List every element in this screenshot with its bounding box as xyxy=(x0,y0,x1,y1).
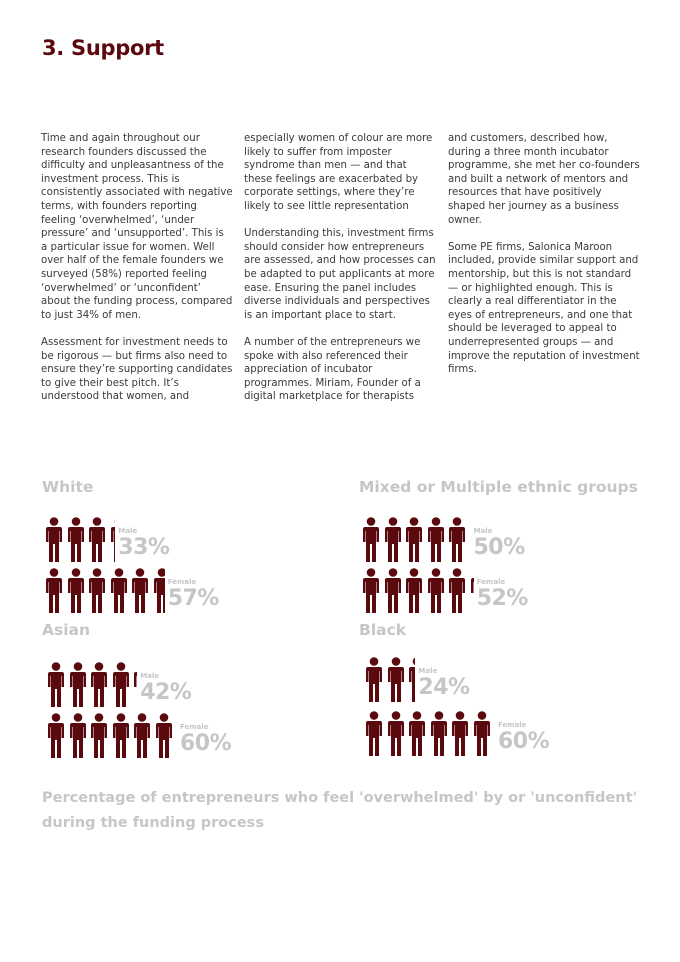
person-icon xyxy=(134,662,137,708)
group-label-mixed: Mixed or Multiple ethnic groups xyxy=(359,478,638,496)
person-icon xyxy=(46,517,62,563)
paragraph: Some PE firms, Salonica Maroon included, provide similar support and mentorship, but this is not standard — or highlighted enough. This is clearly a real differentiator in the eyes of entrepreneurs, and one that should be leveraged to appeal to underrepresented groups — and improve the reputation of investment firms. xyxy=(448,241,640,376)
person-icon xyxy=(156,713,172,759)
person-icon xyxy=(428,517,444,563)
group-label-asian: Asian xyxy=(42,621,91,639)
female-label: Female xyxy=(476,578,506,586)
person-icon xyxy=(409,711,425,757)
person-icon-strip xyxy=(48,713,179,759)
male-percent: 33% xyxy=(118,535,170,560)
person-icon xyxy=(363,568,379,614)
person-icon xyxy=(388,657,404,703)
person-icon-strip xyxy=(363,517,473,563)
paragraph: A number of the entrepreneurs we spoke with also referenced their appreciation of incubator programmes. Miriam, Founder of a digital marketplace for therapists xyxy=(244,336,421,403)
female-percent: 57% xyxy=(167,586,219,611)
male-label: Male xyxy=(418,667,438,675)
paragraph: Assessment for investment needs to be rigorous — but firms also need to ensure they’re supporting candidates to give their best pitch. It’s understood that women, and xyxy=(41,336,233,403)
person-icon xyxy=(388,711,404,757)
person-icon-strip xyxy=(46,517,117,563)
female-label: Female xyxy=(180,723,209,731)
female-label: Female xyxy=(498,721,527,729)
person-icon xyxy=(91,662,107,708)
person-icon xyxy=(113,713,129,759)
female-percent: 52% xyxy=(476,586,528,611)
female-percent: 60% xyxy=(180,731,232,756)
person-icon xyxy=(111,517,116,563)
person-icon xyxy=(366,711,382,757)
person-icon xyxy=(113,662,129,708)
person-icon xyxy=(89,568,105,614)
person-icon-strip xyxy=(48,662,139,708)
person-icon xyxy=(474,711,490,757)
male-percent: 42% xyxy=(140,680,192,705)
person-icon xyxy=(91,713,107,759)
paragraph: especially women of colour are more likely to suffer from imposter syndrome than men — and that these feelings are exacerbated by corporate settings, where they’re likely to see little representation xyxy=(244,133,433,212)
person-icon xyxy=(406,568,422,614)
person-icon xyxy=(134,713,150,759)
person-icon xyxy=(68,517,84,563)
person-icon xyxy=(449,517,465,563)
person-icon xyxy=(406,517,422,563)
person-icon-strip xyxy=(46,568,167,614)
group-label-white: White xyxy=(42,478,94,496)
person-icon xyxy=(89,517,105,563)
page-title: 3. Support xyxy=(42,36,164,60)
male-label: Male xyxy=(473,527,493,535)
female-percent: 60% xyxy=(498,729,550,754)
text-column-1 xyxy=(41,132,233,417)
group-label-black: Black xyxy=(359,621,407,639)
person-icon-strip xyxy=(363,568,476,614)
text-column-3 xyxy=(448,132,640,390)
person-icon xyxy=(70,713,86,759)
person-icon xyxy=(385,568,401,614)
chart-caption: Percentage of entrepreneurs who feel 'overwhelmed' by or 'unconfident' during the funding process xyxy=(42,790,637,831)
person-icon xyxy=(428,568,444,614)
male-label: Male xyxy=(118,527,138,535)
person-icon xyxy=(46,568,62,614)
person-icon xyxy=(449,568,465,614)
person-icon xyxy=(154,568,165,614)
person-icon xyxy=(452,711,468,757)
person-icon xyxy=(68,568,84,614)
paragraph: Time and again throughout our research founders discussed the difficulty and unpleasantness of the investment process. This is consistently associated with negative terms, with founders reporting feeling ‘overwhelmed’, ‘under pressure’ and ‘unsupported’. This is a particular issue for women. Well over half of the female founders we surveyed (58%) reported feeling ‘overwhelmed’ or ‘unconfident’ about the funding process, compared to just 34% of men. xyxy=(41,133,233,321)
paragraph: Understanding this, investment firms should consider how entrepreneurs are assessed, and how processes can be adapted to put applicants at more ease. Ensuring the panel includes diverse individuals and perspectives is an important place to start. xyxy=(244,228,436,321)
male-percent: 24% xyxy=(418,675,470,700)
person-icon xyxy=(431,711,447,757)
person-icon xyxy=(70,662,86,708)
text-column-2 xyxy=(244,132,436,417)
person-icon xyxy=(48,713,64,759)
person-icon xyxy=(409,657,415,703)
person-icon xyxy=(385,517,401,563)
person-icon xyxy=(471,568,474,614)
male-label: Male xyxy=(140,672,160,680)
person-icon xyxy=(363,517,379,563)
female-label: Female xyxy=(167,578,197,586)
person-icon xyxy=(111,568,127,614)
male-percent: 50% xyxy=(473,535,525,560)
person-icon xyxy=(132,568,148,614)
paragraph: and customers, described how, during a three month incubator programme, she met her co-founders and built a network of mentors and resources that have positively shaped her journey as a business owner. xyxy=(448,133,640,226)
person-icon xyxy=(48,662,64,708)
person-icon xyxy=(366,657,382,703)
person-icon-strip xyxy=(366,711,497,757)
person-icon-strip xyxy=(366,657,417,703)
